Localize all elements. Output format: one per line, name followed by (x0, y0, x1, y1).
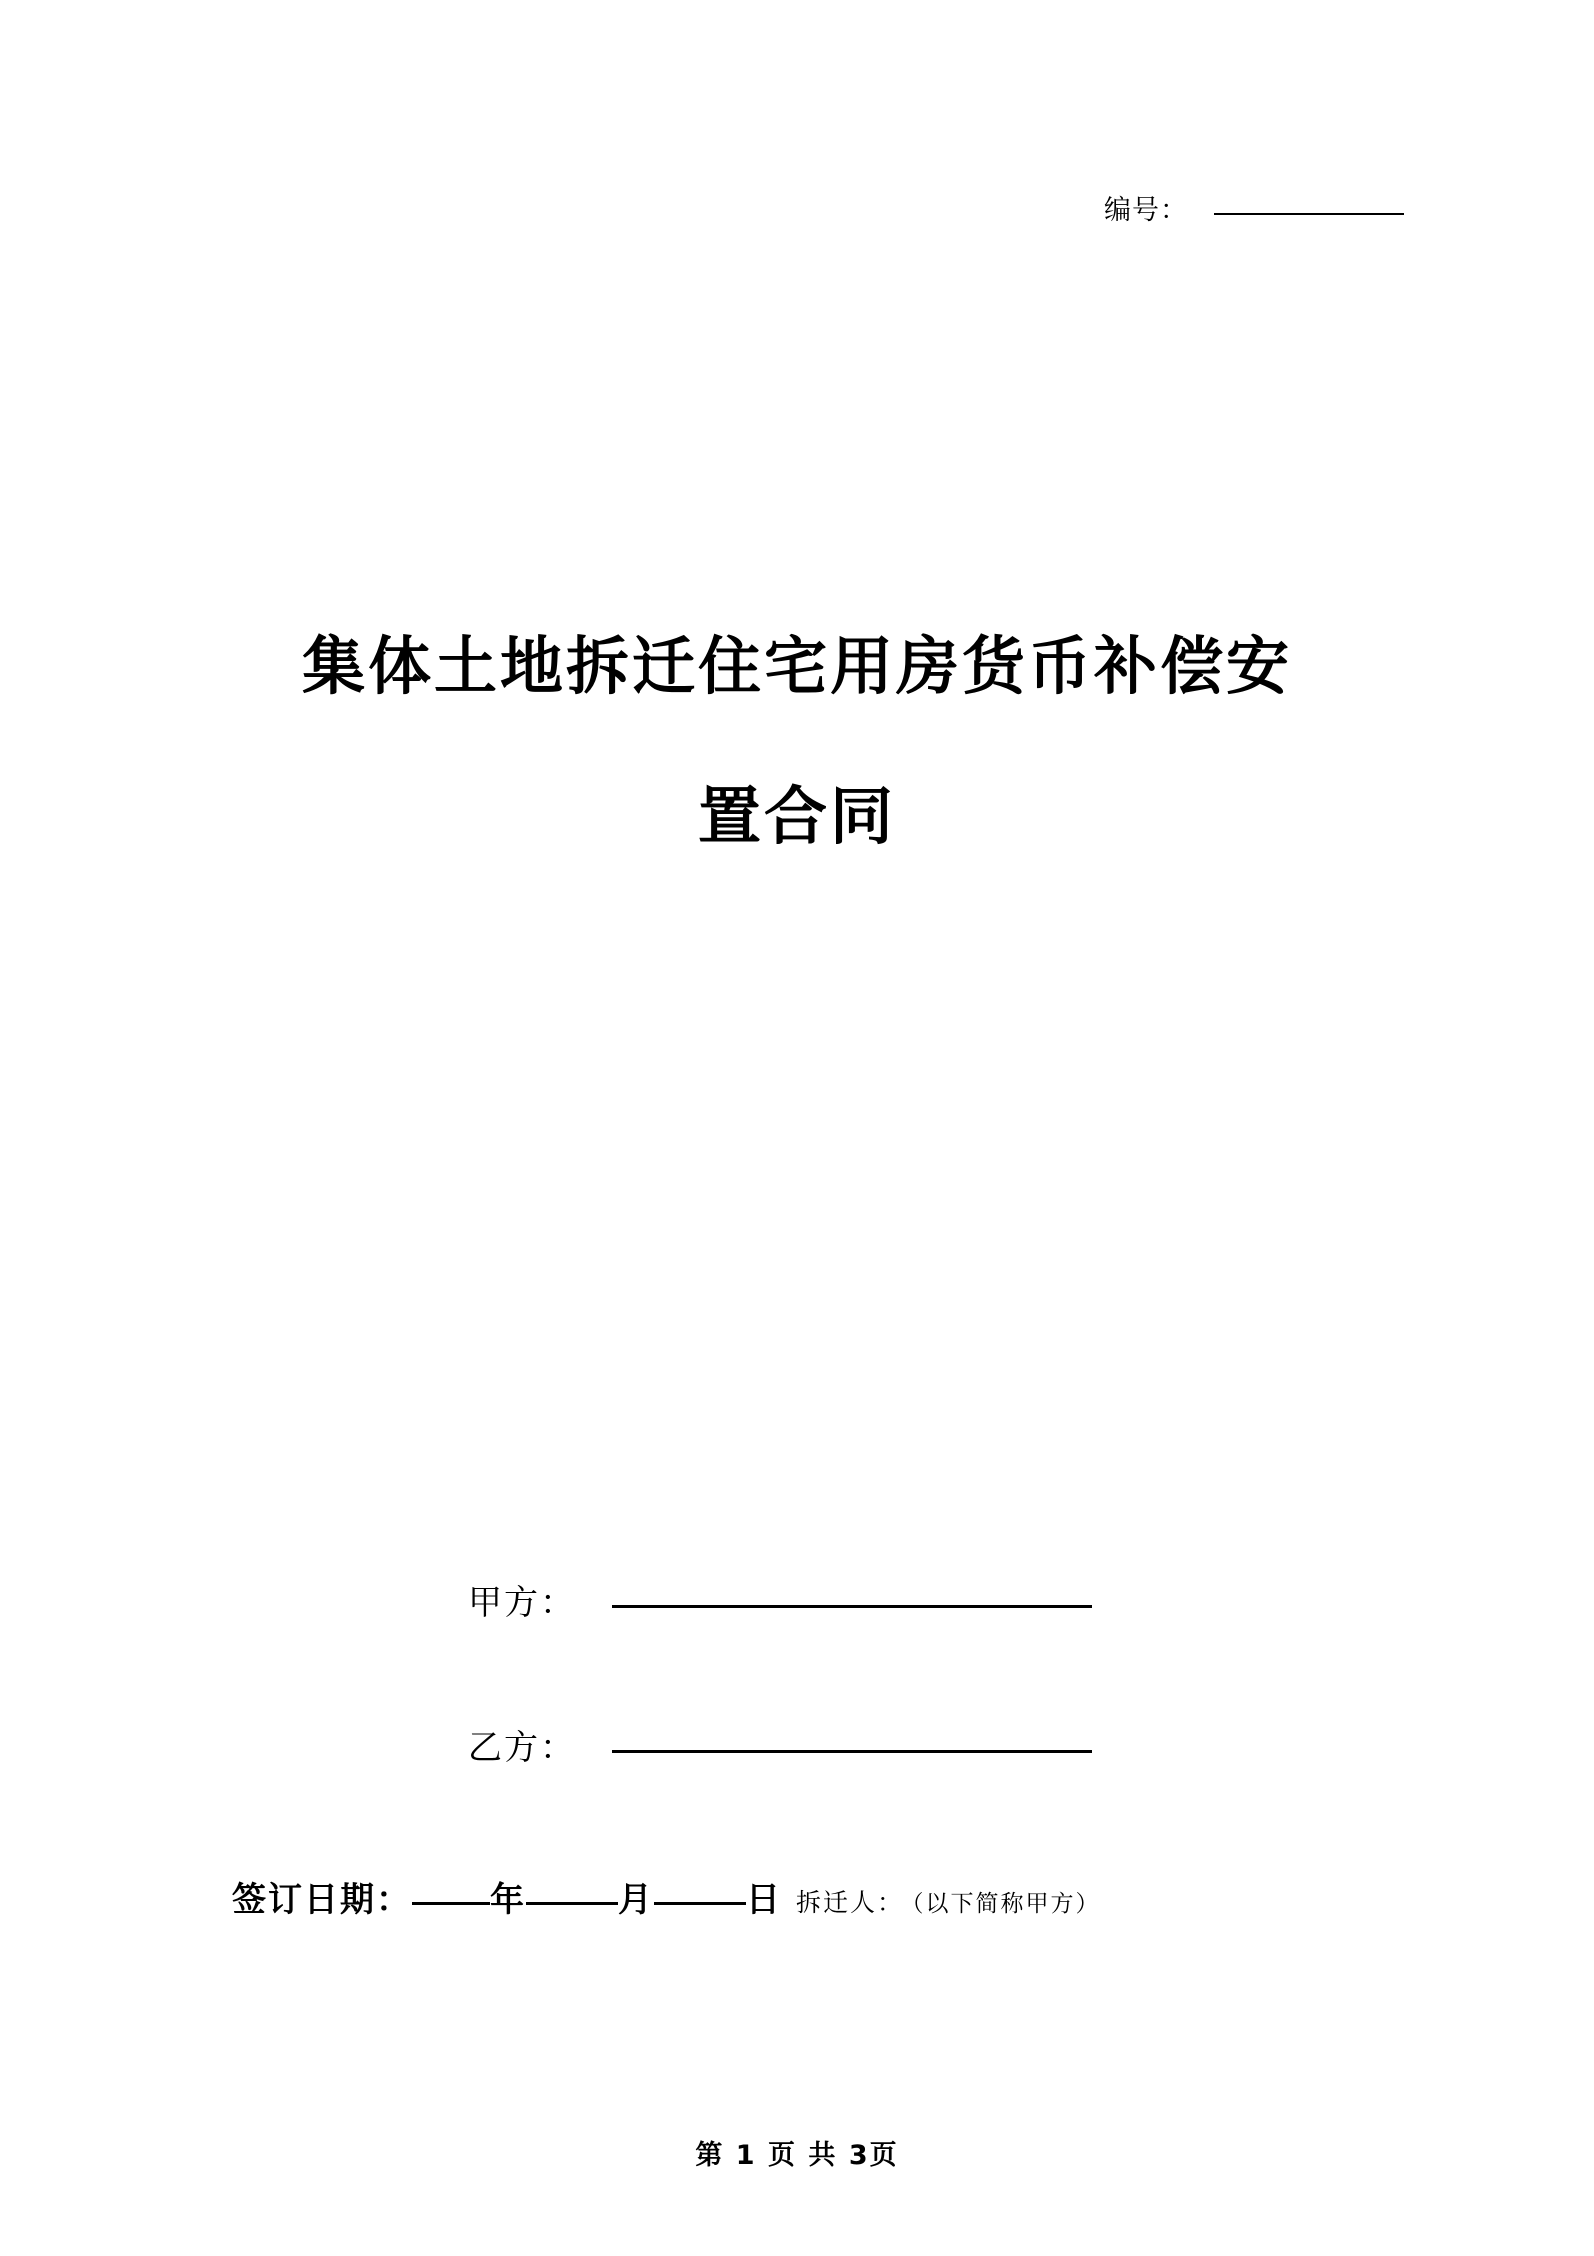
party-fields (468, 1575, 1368, 1865)
party-row-first (468, 1575, 1368, 1624)
document-number-field (1104, 188, 1404, 227)
footer-total-pages: 3 (848, 2140, 870, 2171)
sign-date-label: 签订日期： (232, 1880, 412, 1920)
sign-date-line (232, 1872, 1432, 1921)
footer-prefix: 第 (695, 2140, 725, 2171)
party-row-second (468, 1720, 1368, 1769)
page-title (0, 592, 1594, 892)
party-a-label: 甲方： (468, 1583, 576, 1623)
sign-date-day-unit: 日 (746, 1880, 782, 1920)
page-title-line-2: 置合同 (698, 780, 896, 853)
party-a-blank[interactable] (612, 1605, 1092, 1608)
demolisher-note: （以下简称甲方） (912, 1891, 1101, 1917)
sign-date-year-blank[interactable] (412, 1902, 490, 1905)
demolisher-label: 拆迁人： (796, 1888, 905, 1917)
footer-middle: 页 共 (768, 2140, 838, 2171)
sign-date-month-unit: 月 (618, 1880, 654, 1920)
sign-date-year-unit: 年 (490, 1880, 526, 1920)
party-b-blank[interactable] (612, 1750, 1092, 1753)
page-title-line-1: 集体土地拆迁住宅用房货币补偿安 (302, 630, 1292, 703)
sign-date-month-blank[interactable] (526, 1902, 618, 1905)
footer-suffix: 页 (869, 2140, 899, 2171)
footer-current-page: 1 (735, 2140, 757, 2171)
page-footer (0, 2133, 1594, 2172)
party-b-label: 乙方： (468, 1728, 576, 1768)
sign-date-day-blank[interactable] (654, 1902, 746, 1905)
document-number-label: 编号： (1104, 195, 1188, 226)
document-number-blank[interactable] (1214, 213, 1404, 215)
